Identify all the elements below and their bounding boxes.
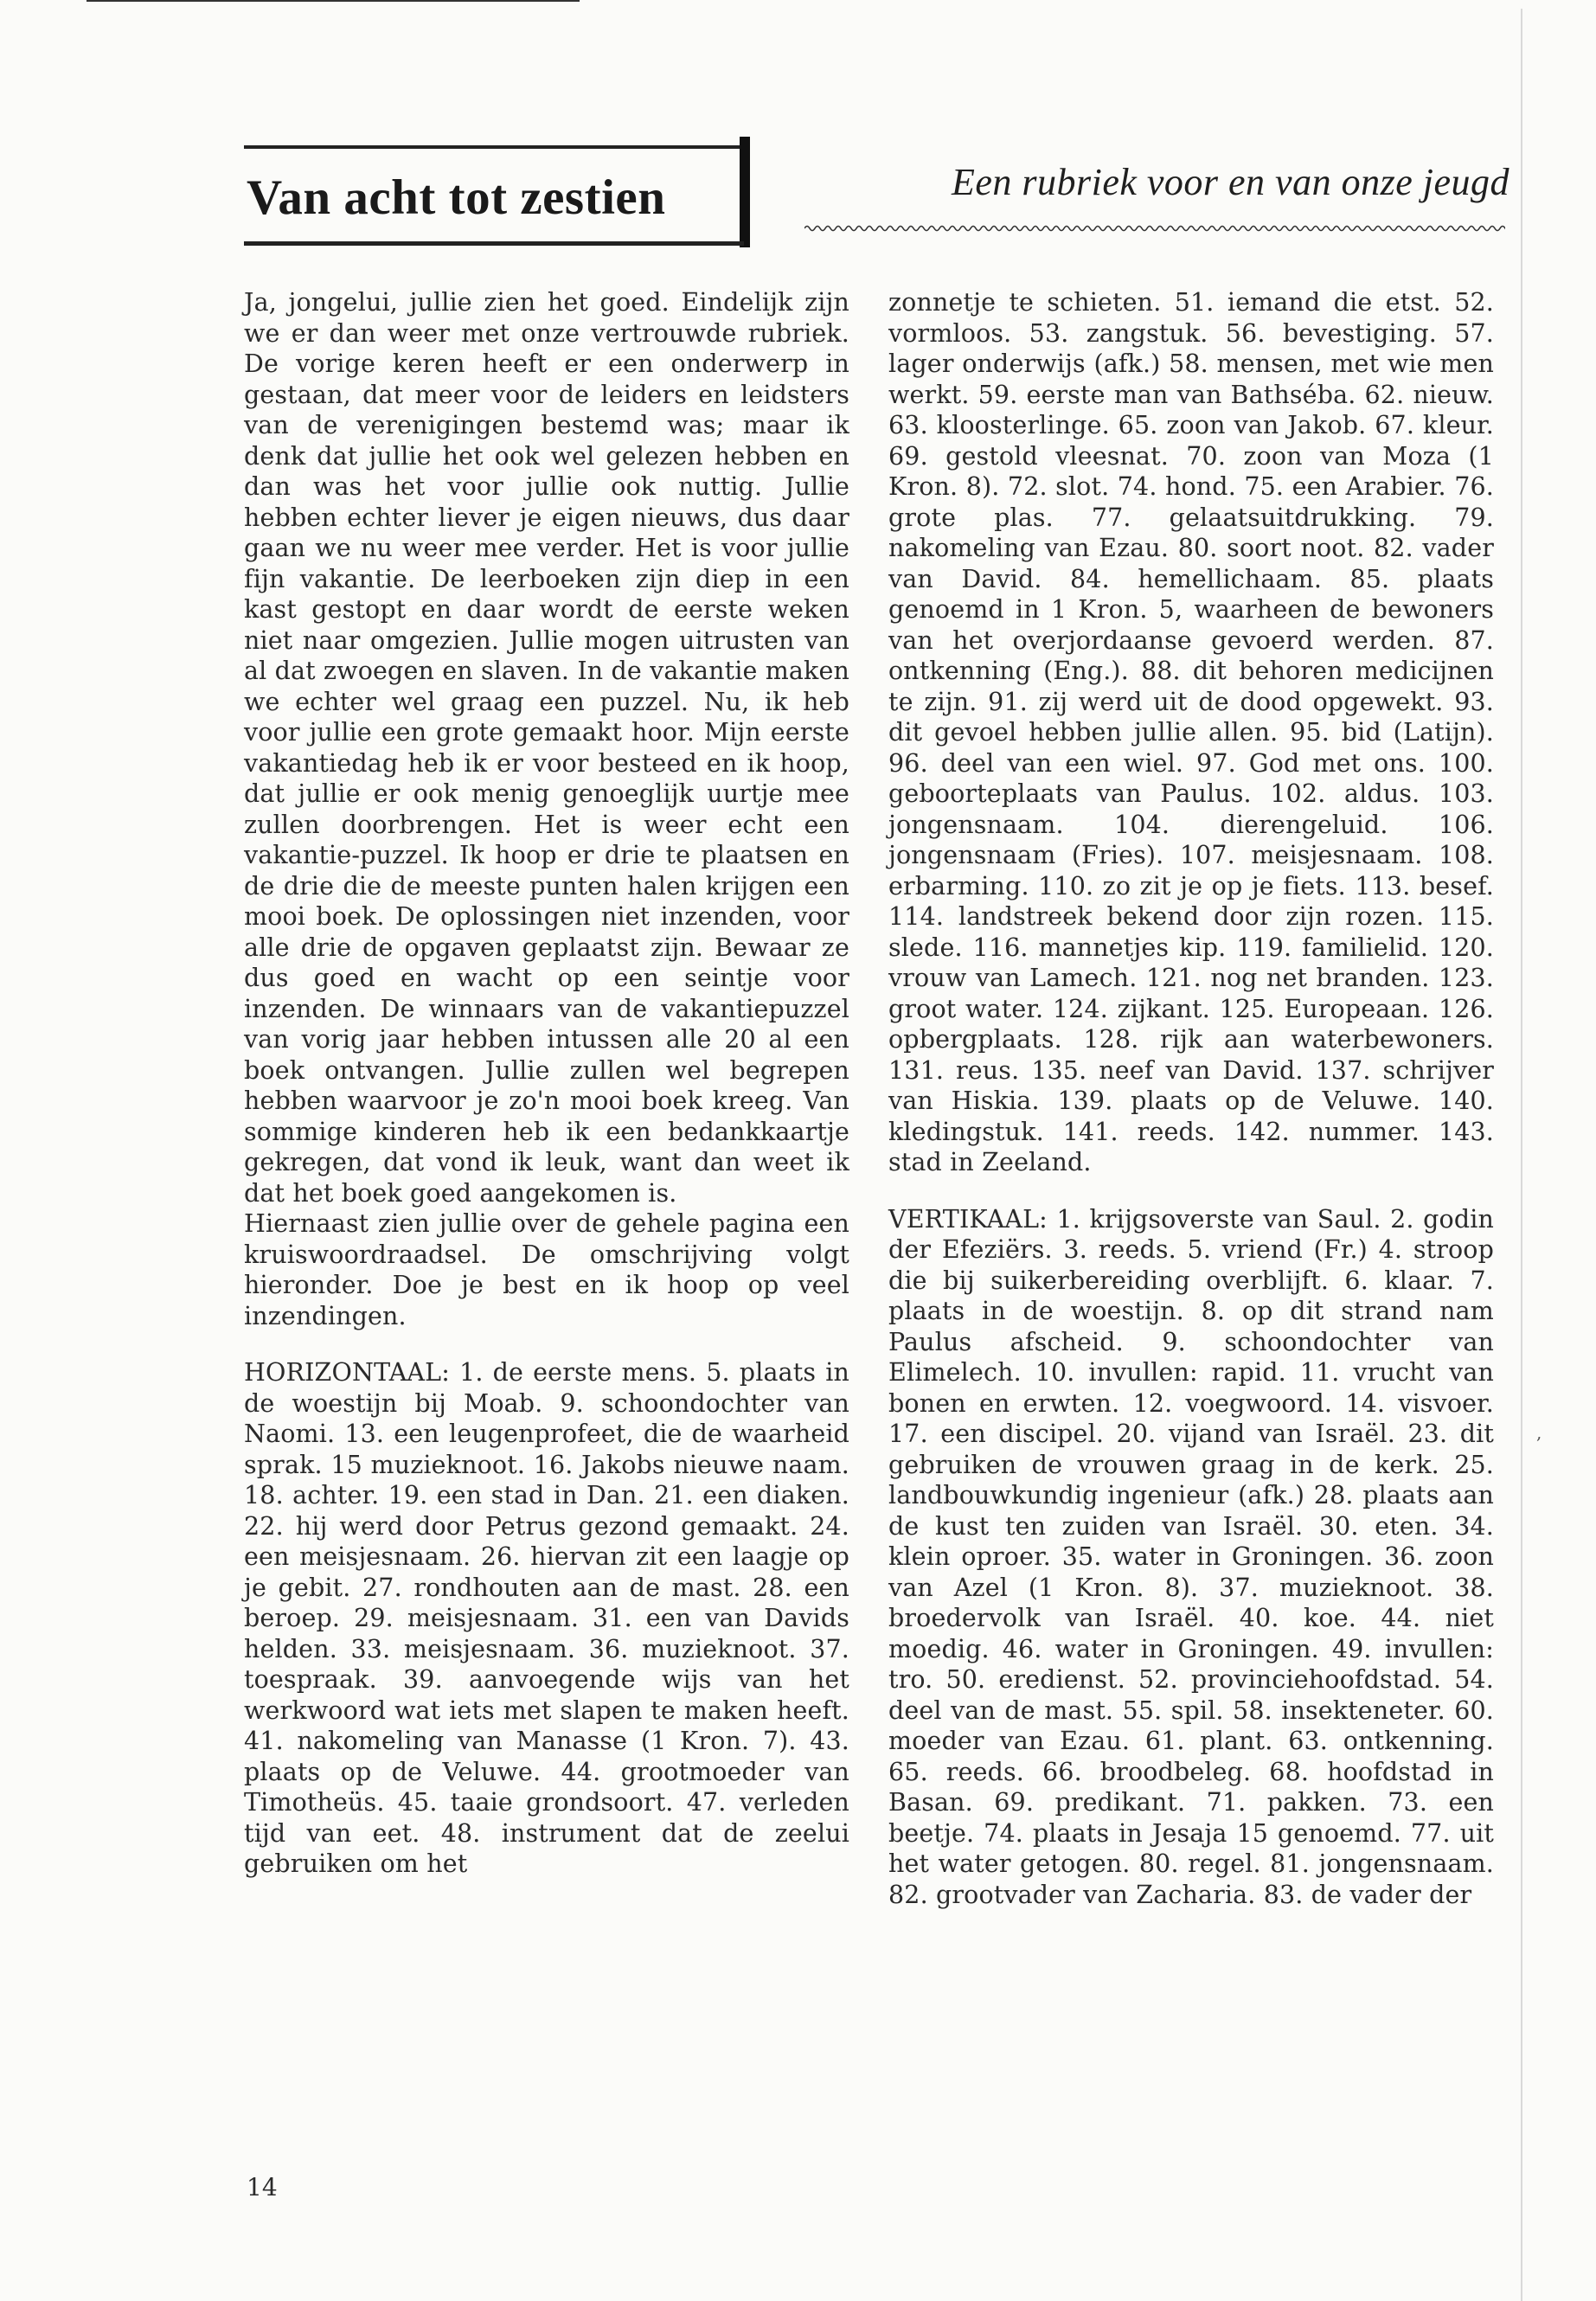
- horizontaal-clues: HORIZONTAAL: 1. de eerste mens. 5. plaats in de woestijn bij Moab. 9. schoondochter van Naomi. 13. een leugenprofeet, die de waarheid sprak. 15 muzieknoot. 16. Jakobs nieuwe naam. 18. achter. 19. een stad in Dan. 21. een diaken. 22. hij werd door Petrus gezond gemaakt. 24. een meisjesnaam. 26. hiervan zit een laagje op je gebit. 27. rondhouten aan de mast. 28. een beroep. 29. meisjesnaam. 31. een van Davids helden. 33. meisjesnaam. 36. muzieknoot. 37. toespraak. 39. aanvoegende wijs van het werkwoord wat iets met slapen te maken heeft. 41. nakomeling van Manasse (1 Kron. 7). 43. plaats op de Veluwe. 44. grootmoeder van Timotheüs. 45. taaie grondsoort. 47. verleden tijd van eet. 48. instrument dat de zeelui gebruiken om het: [244, 1358, 849, 1878]
- vertikaal-clues: VERTIKAAL: 1. krijgsoverste van Saul. 2. godin der Efeziërs. 3. reeds. 5. vriend (Fr.) 4. stroop die bij suikerbereiding overblijft. 6. klaar. 7. plaats in de woestijn. 8. op dit strand nam Paulus afscheid. 9. schoondochter van Elimelech. 10. invullen: rapid. 11. vrucht van bonen en erwten. 12. voegwoord. 14. visvoer. 17. een discipel. 20. vijand van Israël. 23. dit gebruiken de vrouwen graag in de kerk. 25. landbouwkundig ingenieur (afk.) 28. plaats aan de kust ten zuiden van Israël. 30. eten. 34. klein oproer. 35. water in Groningen. 36. zoon van Azel (1 Kron. 8). 37. muzieknoot. 38. broedervolk van Israël. 40. koe. 44. niet moedig. 46. water in Groningen. 49. invullen: tro. 50. eredienst. 52. provinciehoofdstad. 54. deel van de mast. 55. spil. 58. insekteneter. 60. moeder van Ezau. 61. plant. 63. ontkenning. 65. reeds. 66. broodbeleg. 68. hoofdstad in Basan. 69. predikant. 71. pakken. 73. een beetje. 74. plaats in Jesaja 15 genoemd. 77. uit het water getogen. 80. regel. 81. jongensnaam. 82. grootvader van Zacharia. 83. de vader der: [888, 1204, 1494, 1909]
- page-edge-line: [1521, 9, 1522, 2301]
- intro-paragraph: Hiernaast zien jullie over de gehele pagina een kruiswoordraadsel. De omschrijving volgt hieronder. Doe je best en ik hoop op veel inzendingen.: [244, 1209, 849, 1330]
- intro-paragraph: Ja, jongelui, jullie zien het goed. Eindelijk zijn we er dan weer met onze vertrouwde rubriek. De vorige keren heeft er een onderwerp in gestaan, dat meer voor de leiders en leidsters van de verenigingen bestemd was; maar ik denk dat jullie het ook wel gelezen hebben en dan was het voor jullie ook nuttig. Jullie hebben echter liever je eigen nieuws, dus daar gaan we nu weer mee verder. Het is voor jullie fijn vakantie. De leerboeken zijn diep in een kast gestopt en daar wordt de eerste weken niet naar omgezien. Jullie mogen uitrusten van al dat zwoegen en slaven. In de vakantie maken we echter wel graag een puzzel. Nu, ik heb voor jullie een grote gemaakt hoor. Mijn eerste vakantiedag heb ik er voor besteed en ik hoop, dat jullie er ook menig genoeglijk uurtje mee zullen doorbrengen. Het is weer echt een vakantie-puzzel. Ik hoop er drie te plaatsen en de drie die de meeste punten halen krijgen een mooi boek. De oplossingen niet inzenden, voor alle drie de opgaven geplaatst zijn. Bewaar ze dus goed en wacht op een seintje voor inzenden. De winnaars van de vakantiepuzzel van vorig jaar hebben intussen alle 20 al een boek ontvangen. Jullie zullen wel begrepen hebben waarvoor je zo'n mooi boek kreeg. Van sommige kinderen heb ik een bedankkaartje gekregen, dat vond ik leuk, want dan weet ik dat het boek goed aangekomen is.: [244, 288, 849, 1208]
- margin-mark: ,: [1536, 1422, 1542, 1443]
- top-border-line: [87, 0, 580, 2]
- header-rule-top: [244, 145, 744, 149]
- right-column: [888, 287, 1494, 1910]
- left-column: [244, 287, 849, 1880]
- horizontaal-clues-continued: zonnetje te schieten. 51. iemand die etst. 52. vormloos. 53. zangstuk. 56. bevestiging. 57. lager onderwijs (afk.) 58. mensen, met wie men werkt. 59. eerste man van Bathséba. 62. nieuw. 63. kloosterlinge. 65. zoon van Jakob. 67. kleur. 69. gestold vleesnat. 70. zoon van Moza (1 Kron. 8). 72. slot. 74. hond. 75. een Arabier. 76. grote plas. 77. gelaatsuitdrukking. 79. nakomeling van Ezau. 80. soort noot. 82. vader van David. 84. hemellichaam. 85. plaats genoemd in 1 Kron. 5, waarheen de bewoners van het overjordaanse gevoerd werden. 87. ontkenning (Eng.). 88. dit behoren medicijnen te zijn. 91. zij werd uit de dood opgewekt. 93. dit gevoel hebben jullie allen. 95. bid (Latijn). 96. deel van een wiel. 97. God met ons. 100. geboorteplaats van Paulus. 102. aldus. 103. jongensnaam. 104. dierengeluid. 106. jongensnaam (Fries). 107. meisjesnaam. 108. erbarming. 110. zo zit je op je fiets. 113. besef. 114. landstreek bekend door zijn rozen. 115. slede. 116. mannetjes kip. 119. familielid. 120. vrouw van Lamech. 121. nog net branden. 123. groot water. 124. zijkant. 125. Europeaan. 126. opbergplaats. 128. rijk aan waterbewoners. 131. reus. 135. neef van David. 137. schrijver van Hiskia. 139. plaats op de Veluwe. 140. kledingstuk. 141. reeds. 142. nummer. 143. stad in Zeeland.: [888, 288, 1494, 1176]
- page-title: Van acht tot zestien: [247, 170, 666, 225]
- header-rule-bottom: [244, 241, 744, 246]
- page-subtitle: Een rubriek voor en van onze jeugd: [951, 161, 1509, 203]
- page-number: 14: [247, 2173, 278, 2202]
- wavy-underline: [804, 223, 1505, 234]
- header-bar: [740, 137, 750, 247]
